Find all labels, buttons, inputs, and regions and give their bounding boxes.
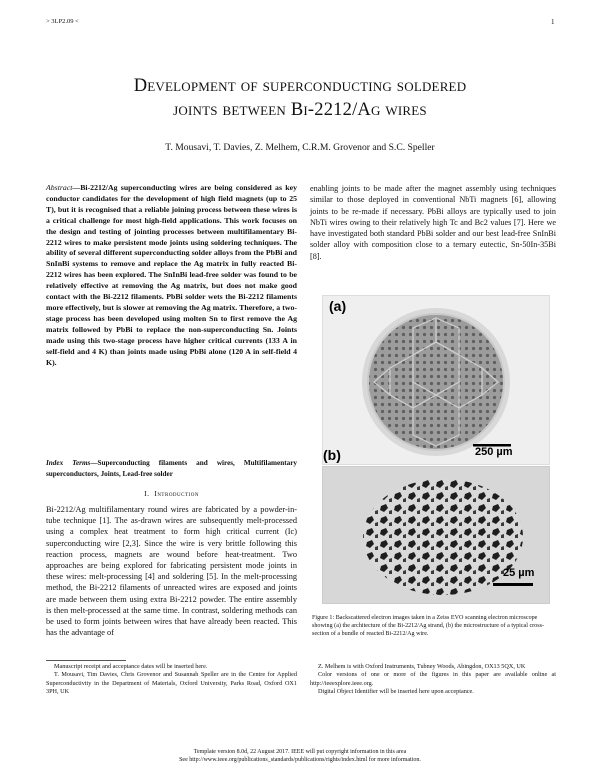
abstract-body: —Bi-2212/Ag superconducting wires are being considered as key conductor candidates for the development of high field magnets (up to 25 T), but it is recognised that a reliable joining process between these wires is a critical challenge for most high-field applications. This work focuses on the design and testing of jointing processes between multifilamentary Bi-2212 wires to make persistent mode joints using soldering techniques. The ability of several different superconducting solder alloys from the PbBi and SnInBi systems to remove and replace the Ag matrix in fully reacted Bi-2212 wires has been explored. The SnInBi lead-free solder was found to be relatively effective at removing the Ag matrix, but does not make good contact with the Bi-2212 filaments. PbBi solder wets the Bi-2212 filaments more effectively, but is slower at removing the Ag matrix. Therefore, a two-stage process has been developed using molten Sn to first remove the Ag matrix followed by PbBi to replace the non-superconducting Sn. Joints made using this two-stage process have higher critical currents (133 A in self-field and 4 K) than joints made using PbBi alone (120 A in self-field 4 K). xyxy=(46,183,297,367)
introduction-text: Bi-2212/Ag multifilamentary round wires are fabricated by a powder-in-tube technique [1]. The as-drawn wires are subsequently melt-processed using a complex heat treatment to form high critical current (Ic) superconducting wire [2,3]. Since the wire is very brittle following this reaction process, magnets are wound before heat-treatment. Two approaches are being explored for fabricating persistent mode joints in these wires: melt-processing [4] and soldering [5]. In the melt-processing method, the Bi-2212 filaments of unreacted wires are exposed and joints are made between them using extra Bi-2212 powder. The entire assembly is then melt-processed at the same time. In contrast, soldering methods can be used to form joints between wires that have already been reacted. This has the advantage of xyxy=(46,505,297,638)
right-column-text: enabling joints to be made after the magnet assembly using techniques similar to those deployed in conventional NbTi magnets [6], allowing joints to be re-made if necessary. PbBi alloys are typically used to join NbTi wires owing to their relatively high Tc and Bc2 values [7]. Here we have investigated both standard PbBi solder and our best lead-free SnInBi solder alloy with composition close to a ternary eutectic, Sn-50In-35Bi [8]. xyxy=(310,184,556,261)
index-terms-label: Index Terms xyxy=(46,459,91,467)
paper-title xyxy=(40,74,560,122)
footnote-item: Color versions of one or more of the figures in this paper are available online at http://ieeexplore.ieee.org. xyxy=(310,671,556,687)
abstract-label: Abstract xyxy=(46,183,73,192)
page-footer xyxy=(60,748,540,764)
footnote-item: Z. Melhem is with Oxford Instruments, Tubney Woods, Abingdon, OX13 5QX, UK xyxy=(318,663,526,670)
page-number: 1 xyxy=(551,18,555,26)
panel-b-scale: 25 µm xyxy=(503,567,535,579)
footer-line-2: See http://www.ieee.org/publications_standards/publications/rights/index.html for more information. xyxy=(179,757,421,763)
figure-panel-a xyxy=(322,295,550,465)
running-header: > 3LP2.09 < xyxy=(46,18,79,25)
title-line-2: joints between Bi-2212/Ag wires xyxy=(173,100,427,120)
footnote-divider xyxy=(46,660,126,661)
scale-bar-b xyxy=(493,583,533,586)
figure-caption: Figure 1: Backscattered electron images taken in a Zeiss EVO scanning electron microscope showing (a) the architecture of the Bi-2212/Ag strand, (b) the microstructure of a typical cross-section of a bundle of reacted Bi-2212/Ag wire. xyxy=(312,615,544,638)
index-terms-body: —Superconducting filaments and wires, Multifilamentary superconductors, Joints, Lead-free solder xyxy=(46,459,297,478)
panel-a-scale: 250 µm xyxy=(475,446,513,458)
abstract xyxy=(46,183,297,368)
panel-b-label: (b) xyxy=(323,447,341,463)
section-number: I. xyxy=(144,489,150,498)
footer-line-1: Template version 8.0d, 22 August 2017. IEEE will put copyright information in this area xyxy=(193,749,407,755)
footnotes-left xyxy=(46,663,297,696)
title-line-1: Development of superconducting soldered xyxy=(133,76,467,96)
filament-region xyxy=(363,479,523,595)
index-terms xyxy=(46,458,297,479)
filament-microstructure-image xyxy=(323,467,549,603)
author-list: T. Mousavi, T. Davies, Z. Melhem, C.R.M. Grovenor and S.C. Speller xyxy=(165,142,435,153)
footnotes-right xyxy=(310,663,556,696)
wire-cross-section-image xyxy=(323,296,549,464)
section-title: Introduction xyxy=(154,489,199,498)
footnote-item: Digital Object Identifier will be inserted here upon acceptance. xyxy=(318,687,474,695)
panel-a-label: (a) xyxy=(329,298,347,314)
footnote-item: Manuscript receipt and acceptance dates will be inserted here. xyxy=(54,663,208,670)
footnote-item: T. Mousavi, Tim Davies, Chris Grovenor and Susannah Speller are in the Centre for Applied Superconductivity in the Department of Materials, Oxford University, Parks Road, Oxford OX1 3PH, UK xyxy=(46,671,297,695)
section-heading xyxy=(46,489,297,498)
